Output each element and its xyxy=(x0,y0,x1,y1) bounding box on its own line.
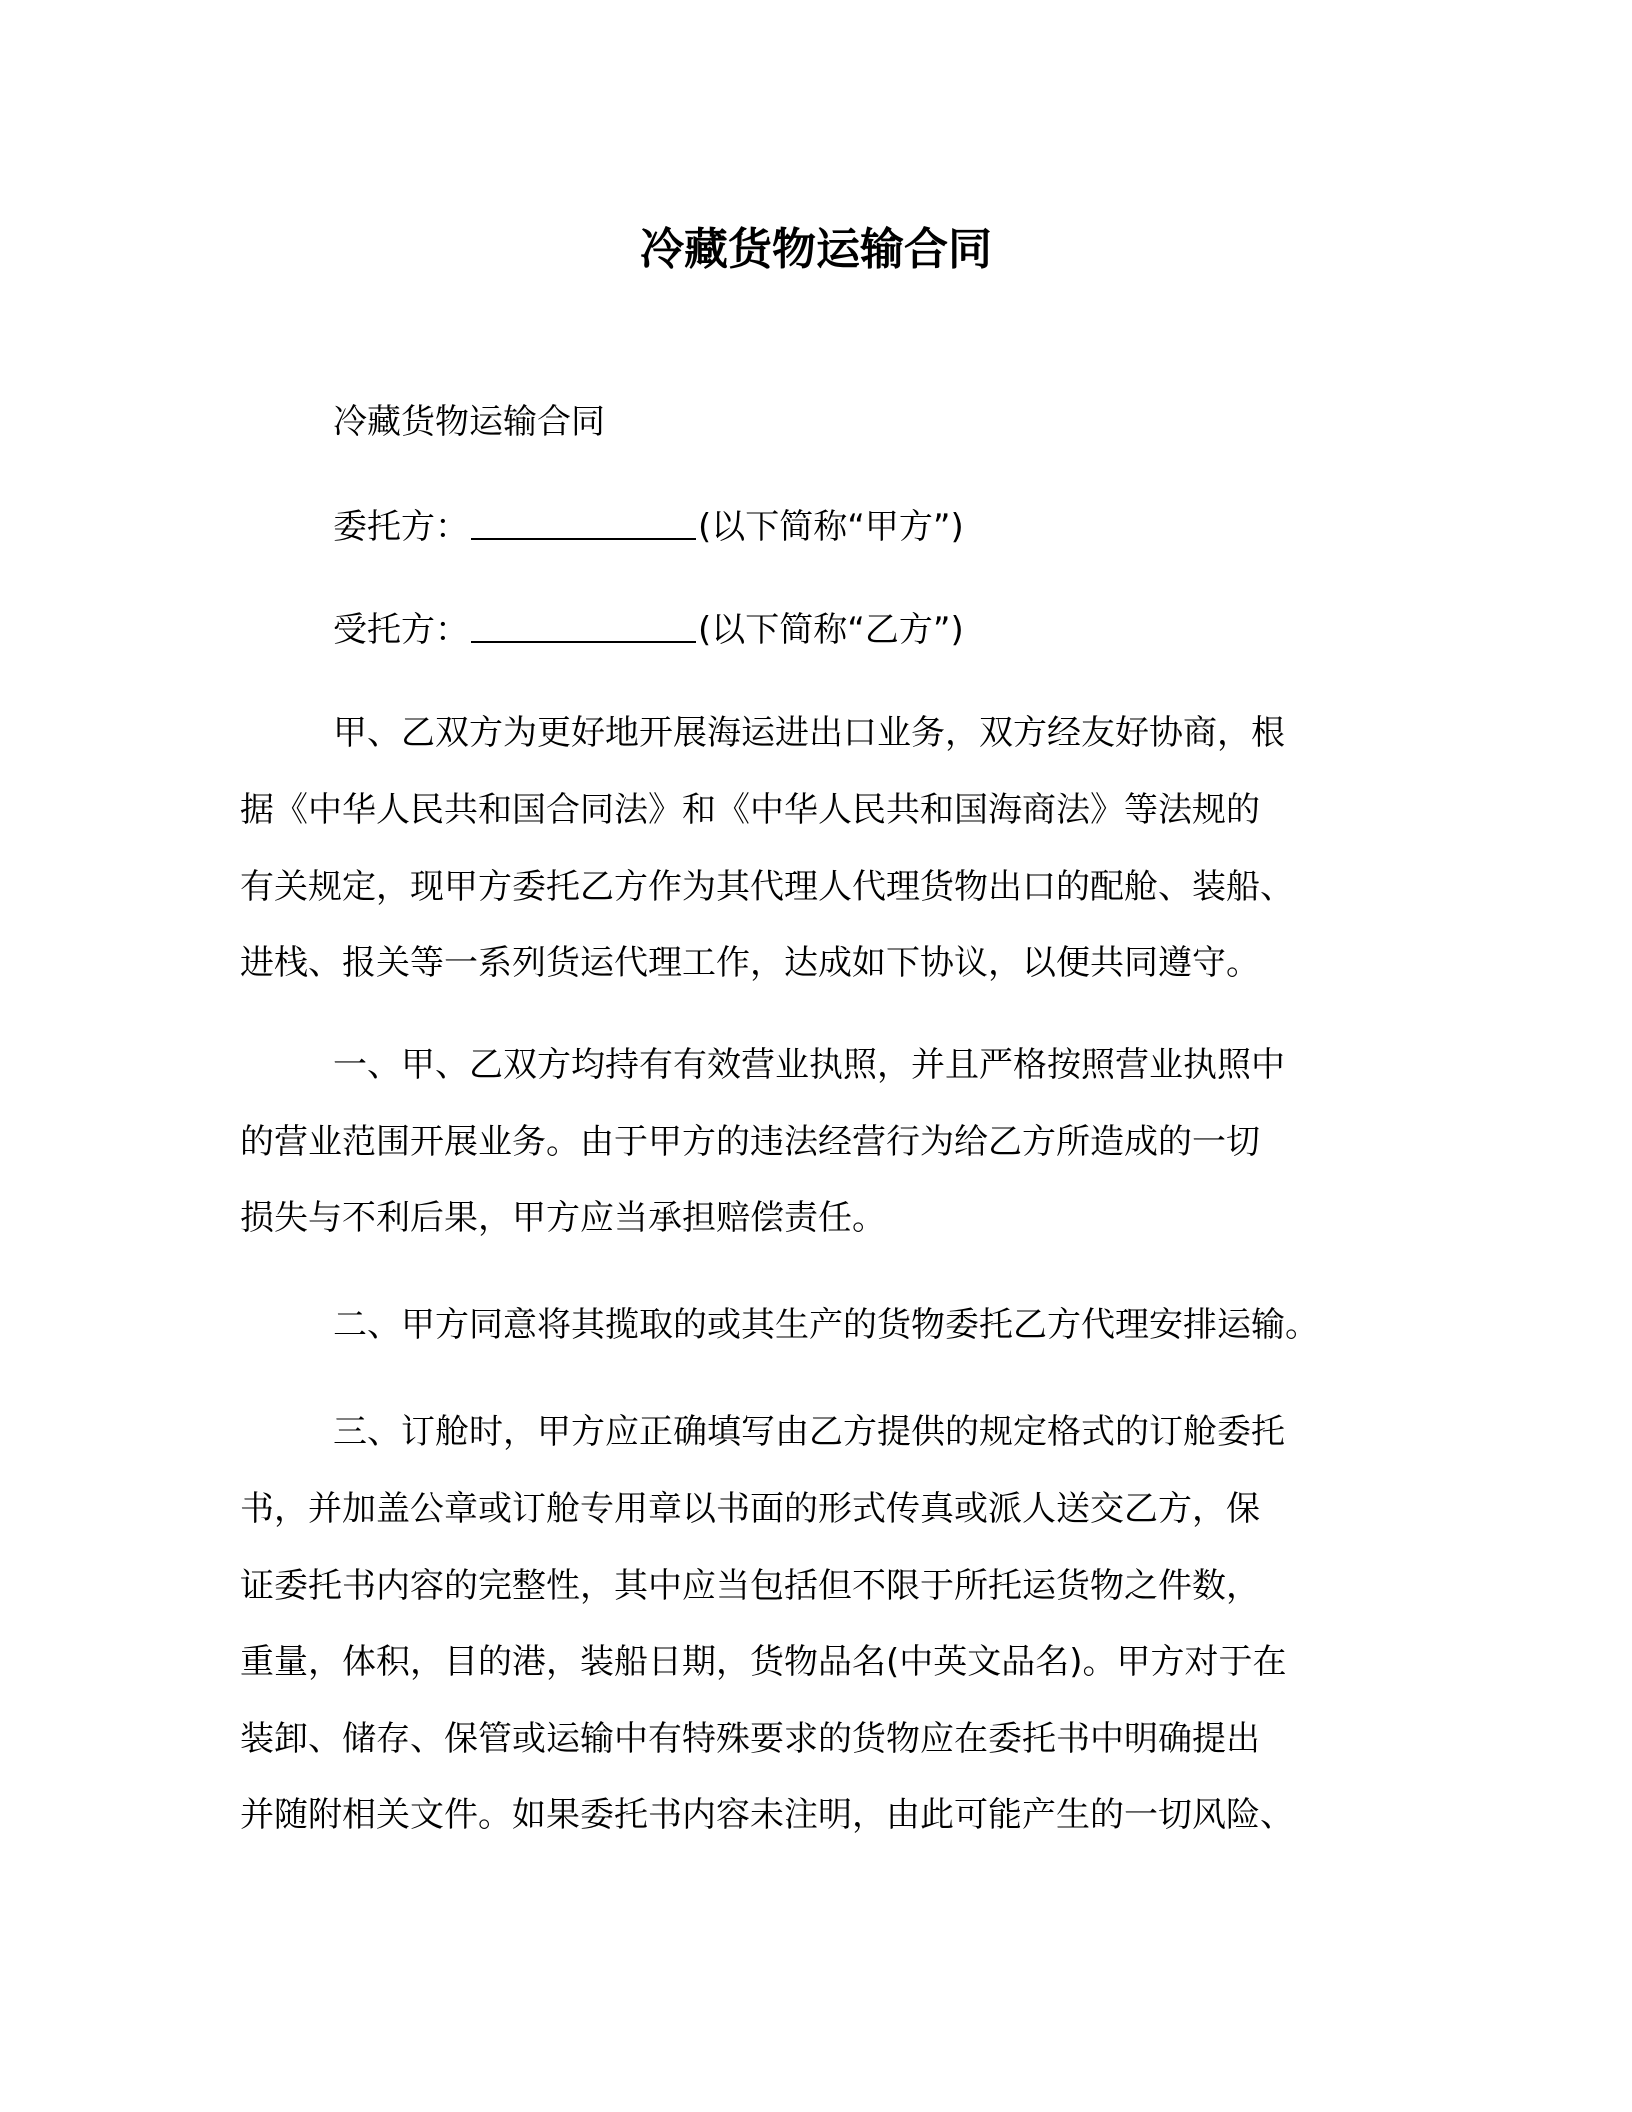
paragraph-line: 损失与不利后果，甲方应当承担赔偿责任。 xyxy=(240,1198,886,1238)
paragraph-line: 三、订舱时，甲方应正确填写由乙方提供的规定格式的订舱委托 xyxy=(333,1412,1285,1452)
party-a-label: 委托方： xyxy=(333,507,469,547)
party-b-blank[interactable] xyxy=(471,611,696,643)
party-a-blank[interactable] xyxy=(471,508,696,540)
paragraph-line: 进栈、报关等一系列货运代理工作，达成如下协议，以便共同遵守。 xyxy=(240,943,1260,983)
paragraph-line: 并随附相关文件。如果委托书内容未注明，由此可能产生的一切风险、 xyxy=(240,1795,1294,1835)
paragraph-line: 的营业范围开展业务。由于甲方的违法经营行为给乙方所造成的一切 xyxy=(240,1122,1260,1162)
paragraph-line: 重量，体积，目的港，装船日期，货物品名(中英文品名)。甲方对于在 xyxy=(240,1642,1287,1682)
paragraph-line: 一、甲、乙双方均持有有效营业执照，并且严格按照营业执照中 xyxy=(333,1045,1285,1085)
document-subtitle: 冷藏货物运输合同 xyxy=(333,402,605,442)
paragraph-line: 书，并加盖公章或订舱专用章以书面的形式传真或派人送交乙方，保 xyxy=(240,1489,1260,1529)
paragraph-line: 装卸、储存、保管或运输中有特殊要求的货物应在委托书中明确提出 xyxy=(240,1719,1260,1759)
paragraph-line: 证委托书内容的完整性，其中应当包括但不限于所托运货物之件数， xyxy=(240,1566,1260,1606)
paragraph-line: 二、甲方同意将其揽取的或其生产的货物委托乙方代理安排运输。 xyxy=(333,1305,1319,1345)
party-b-suffix: (以下简称“乙方”) xyxy=(698,610,964,650)
paragraph-line: 据《中华人民共和国合同法》和《中华人民共和国海商法》等法规的 xyxy=(240,790,1260,830)
party-a-suffix: (以下简称“甲方”) xyxy=(698,507,964,547)
document-title: 冷藏货物运输合同 xyxy=(640,224,992,275)
party-b-line xyxy=(333,608,964,652)
paragraph-line: 有关规定，现甲方委托乙方作为其代理人代理货物出口的配舱、装船、 xyxy=(240,867,1294,907)
party-a-line xyxy=(333,505,964,549)
party-b-label: 受托方： xyxy=(333,610,469,650)
paragraph-line: 甲、乙双方为更好地开展海运进出口业务，双方经友好协商，根 xyxy=(333,713,1285,753)
